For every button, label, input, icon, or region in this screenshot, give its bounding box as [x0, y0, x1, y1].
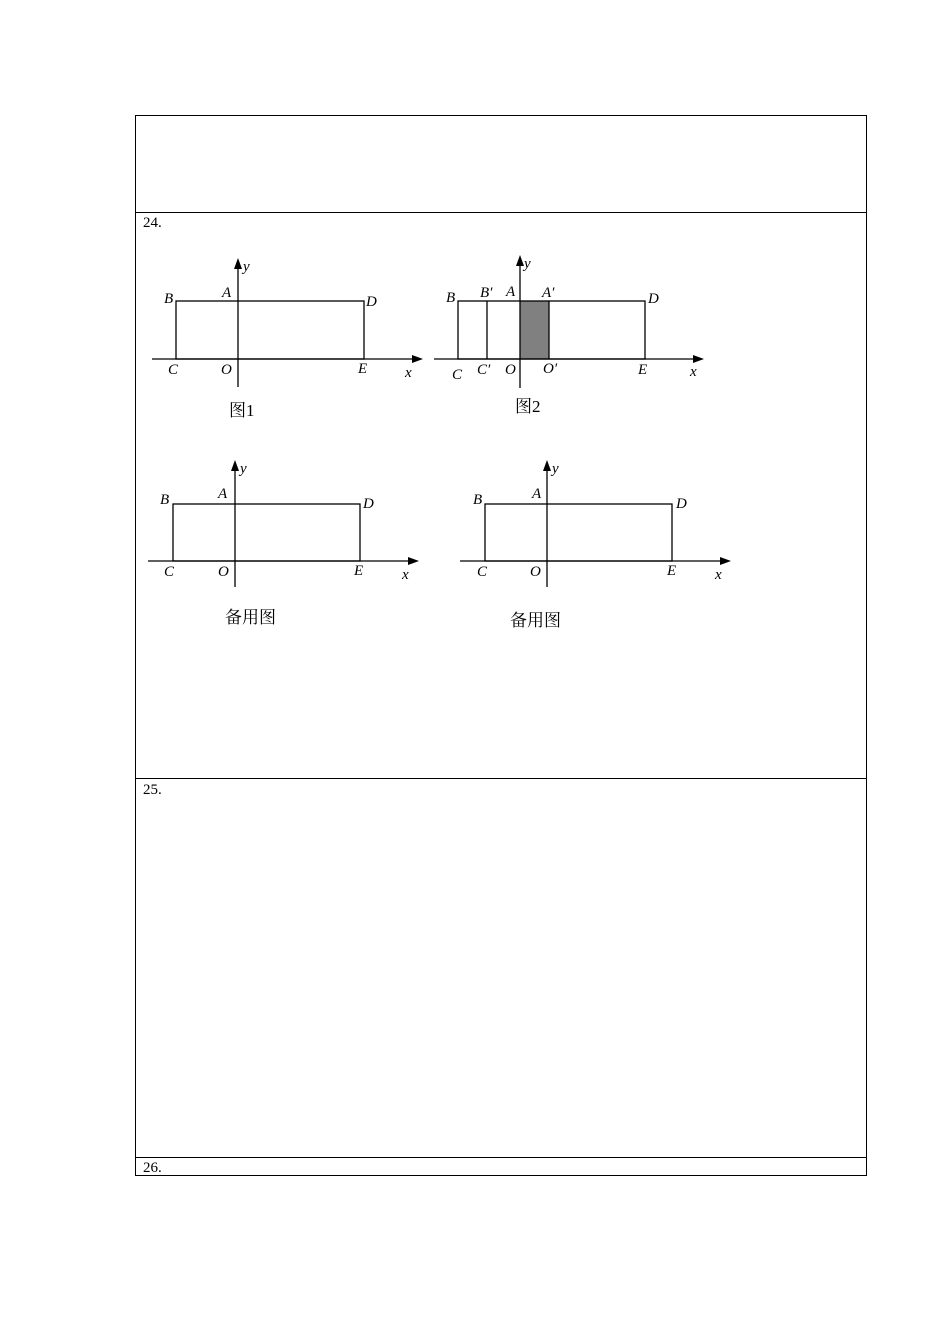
label-y: y	[240, 461, 247, 477]
label-e: E	[638, 362, 648, 378]
label-a: A	[218, 486, 228, 502]
x-axis-arrow	[720, 557, 731, 565]
caption-char: 图	[229, 401, 246, 421]
label-o: O	[218, 564, 229, 580]
question-number-24: 24.	[143, 215, 162, 231]
label-bprime: B′	[480, 285, 493, 301]
label-e: E	[354, 563, 364, 579]
label-c: C	[452, 367, 463, 383]
rectangle-bcde	[485, 504, 672, 561]
label-d: D	[648, 291, 659, 307]
caption-number: 1	[246, 401, 255, 420]
label-y: y	[552, 461, 559, 477]
y-axis-arrow	[543, 460, 551, 471]
label-c: C	[168, 362, 179, 378]
label-e: E	[667, 563, 677, 579]
label-x: x	[715, 567, 722, 583]
label-oprime: O′	[543, 361, 558, 377]
label-d: D	[366, 294, 377, 310]
label-o: O	[530, 564, 541, 580]
label-x: x	[402, 567, 409, 583]
caption-char: 图	[515, 397, 532, 417]
label-a: A	[222, 285, 232, 301]
label-c: C	[477, 564, 488, 580]
label-o: O	[505, 362, 516, 378]
label-cprime: C′	[477, 362, 491, 378]
spare-figure-1-caption: 备用图	[225, 608, 276, 628]
label-y: y	[243, 259, 250, 275]
label-x: x	[405, 365, 412, 381]
label-b: B	[164, 291, 174, 307]
label-aprime: A′	[542, 285, 555, 301]
label-b: B	[473, 492, 483, 508]
label-b: B	[446, 290, 456, 306]
spare-figure-2-caption: 备用图	[510, 611, 561, 631]
label-o: O	[221, 362, 232, 378]
question-number-25: 25.	[143, 782, 162, 798]
caption-number: 2	[532, 397, 541, 416]
label-b: B	[160, 492, 170, 508]
label-d: D	[676, 496, 687, 512]
label-a: A	[506, 284, 516, 300]
label-e: E	[358, 361, 368, 377]
question-number-26: 26.	[143, 1160, 162, 1176]
label-a: A	[532, 486, 542, 502]
label-d: D	[363, 496, 374, 512]
label-y: y	[524, 256, 531, 272]
label-c: C	[164, 564, 175, 580]
label-x: x	[690, 364, 697, 380]
